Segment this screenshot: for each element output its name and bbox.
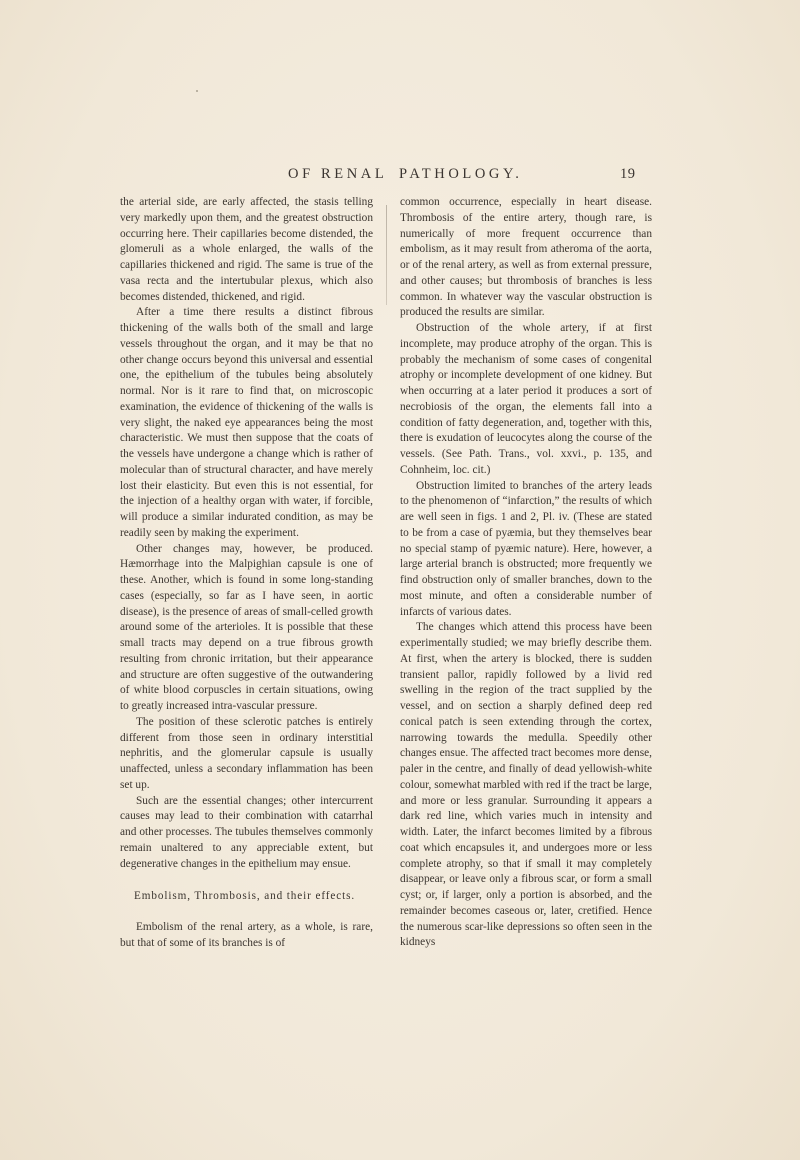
- paragraph: Obstruction of the whole artery, if at first incomplete, may produce atrophy of the organ. This is probably the mechanism of some cases of congenital atrophy or incomplete development of one kidney. But when occurring at a later period it produces a sort of necrobiosis of the organ, the elements fall into a condition of fatty degeneration, and, together with this, there is exudation of leucocytes along the course of the vessels. (See Path. Trans., vol. xxvi., p. 135, and Cohnheim, loc. cit.): [400, 322, 652, 476]
- running-head-right: PATHOLOGY.: [399, 166, 523, 182]
- paragraph: The changes which attend this process have been experimentally studied; we may briefly describe them. At first, when the artery is blocked, there is sudden transient pallor, rapidly followed by a livid red swelling in the region of the tract supplied by the vessel, and on section a sharply defined deep red conical patch is seen extending through the cortex, narrowing towards the medulla. Speedily other changes ensue. The affected tract becomes more dense, paler in the centre, and finally of dead yellowish-white colour, somewhat marbled with red if the tract be large, and more or less granular. Surrounding it appears a dark red line, which varies much in intensity and width. Later, the infarct becomes limited by a fibrous coat which encapsules it, and undergoes more or less complete atrophy, so that if small it may completely disappear, or leave only a fibrous scar, or form a small cyst; or, if larger, only a portion is absorbed, and the remainder becomes caseous or, later, cretified. Hence the numerous scar-like depressions so often seen in the kidneys: [400, 621, 652, 949]
- page-speck: [196, 90, 198, 92]
- paragraph: common occurrence, especially in heart disease. Thrombosis of the entire artery, though rare, is numerically of more frequent occurrence than embolism, as it may result from atheroma of the aorta, or of the renal artery, as well as from external pressure, and other causes; but thrombosis of branches is less common. In whatever way the vascular obstruction is produced the results are similar.: [400, 196, 652, 319]
- running-head: [0, 166, 800, 188]
- paragraph: The position of these sclerotic patches is entirely different from those seen in ordinary interstitial nephritis, and the glomerular capsule is usually unaffected, unless a secondary inflammation has been set up.: [120, 715, 373, 791]
- paragraph: Other changes may, however, be produced. Hæmorrhage into the Malpighian capsule is one of these. Another, which is found in some long-standing cases (especially, so far as I have seen, in aortic disease), is the presence of areas of small-celled growth around some of the arterioles. It is possible that these small tracts may depend on a true fibrous growth resulting from chronic irritation, but their appearance and structure are often suggestive of the outwandering of white blood corpuscles in certain situations, owing to greatly increased intra-vascular pressure.: [120, 542, 373, 712]
- paragraph: Obstruction limited to branches of the artery leads to the phenomenon of “infarction,” the results of which are well seen in figs. 1 and 2, Pl. iv. (These are stated to be from a case of pyæmia, but they themselves bear no special stamp of pyæmic nature). Here, however, a large arterial branch is obstructed; more frequently we find obstruction only of smaller branches, down to the most minute, and often a considerable number of infarcts of various dates.: [400, 479, 652, 618]
- paragraph: the arterial side, are early affected, the stasis telling very markedly upon them, and the greatest obstruction occurring here. Their capillaries become distended, the glomeruli as a whole enlarged, the walls of the capillaries thickened and rigid. The same is true of the vasa recta and the intertubular plexus, which also becomes distended, thickened, and rigid.: [120, 196, 373, 303]
- paragraph: Such are the essential changes; other intercurrent causes may lead to their combination with catarrhal and other processes. The tubules themselves commonly remain unaltered to any appreciable extent, but degenerative changes in the epithelium may ensue.: [120, 794, 373, 870]
- section-heading: Embolism, Thrombosis, and their effects.: [134, 890, 356, 903]
- right-column: [400, 195, 652, 951]
- paragraph: Embolism of the renal artery, as a whole, is rare, but that of some of its branches is of: [120, 921, 373, 949]
- column-divider: [386, 205, 387, 305]
- paragraph: After a time there results a distinct fibrous thickening of the walls both of the small and large vessels throughout the organ, and it may be that no other change occurs beyond this universal and essential one, the epithelium of the tubules being absolutely normal. Nor is it rare to find that, on microscopic examination, the evidence of thickening of the walls is very slight, the naked eye appearances being the most characteristic. We must then suppose that the coats of the vessels have undergone a change which is rather of molecular than of structural character, and have merely lost their elasticity. But even this is not essential, for the injection of a healthy organ with water, if forcible, will produce a similar indurated condition, as may be readily seen by making the experiment.: [120, 306, 373, 539]
- left-column: [120, 195, 373, 952]
- page-number: 19: [620, 166, 636, 182]
- running-head-left: OF RENAL: [288, 166, 388, 182]
